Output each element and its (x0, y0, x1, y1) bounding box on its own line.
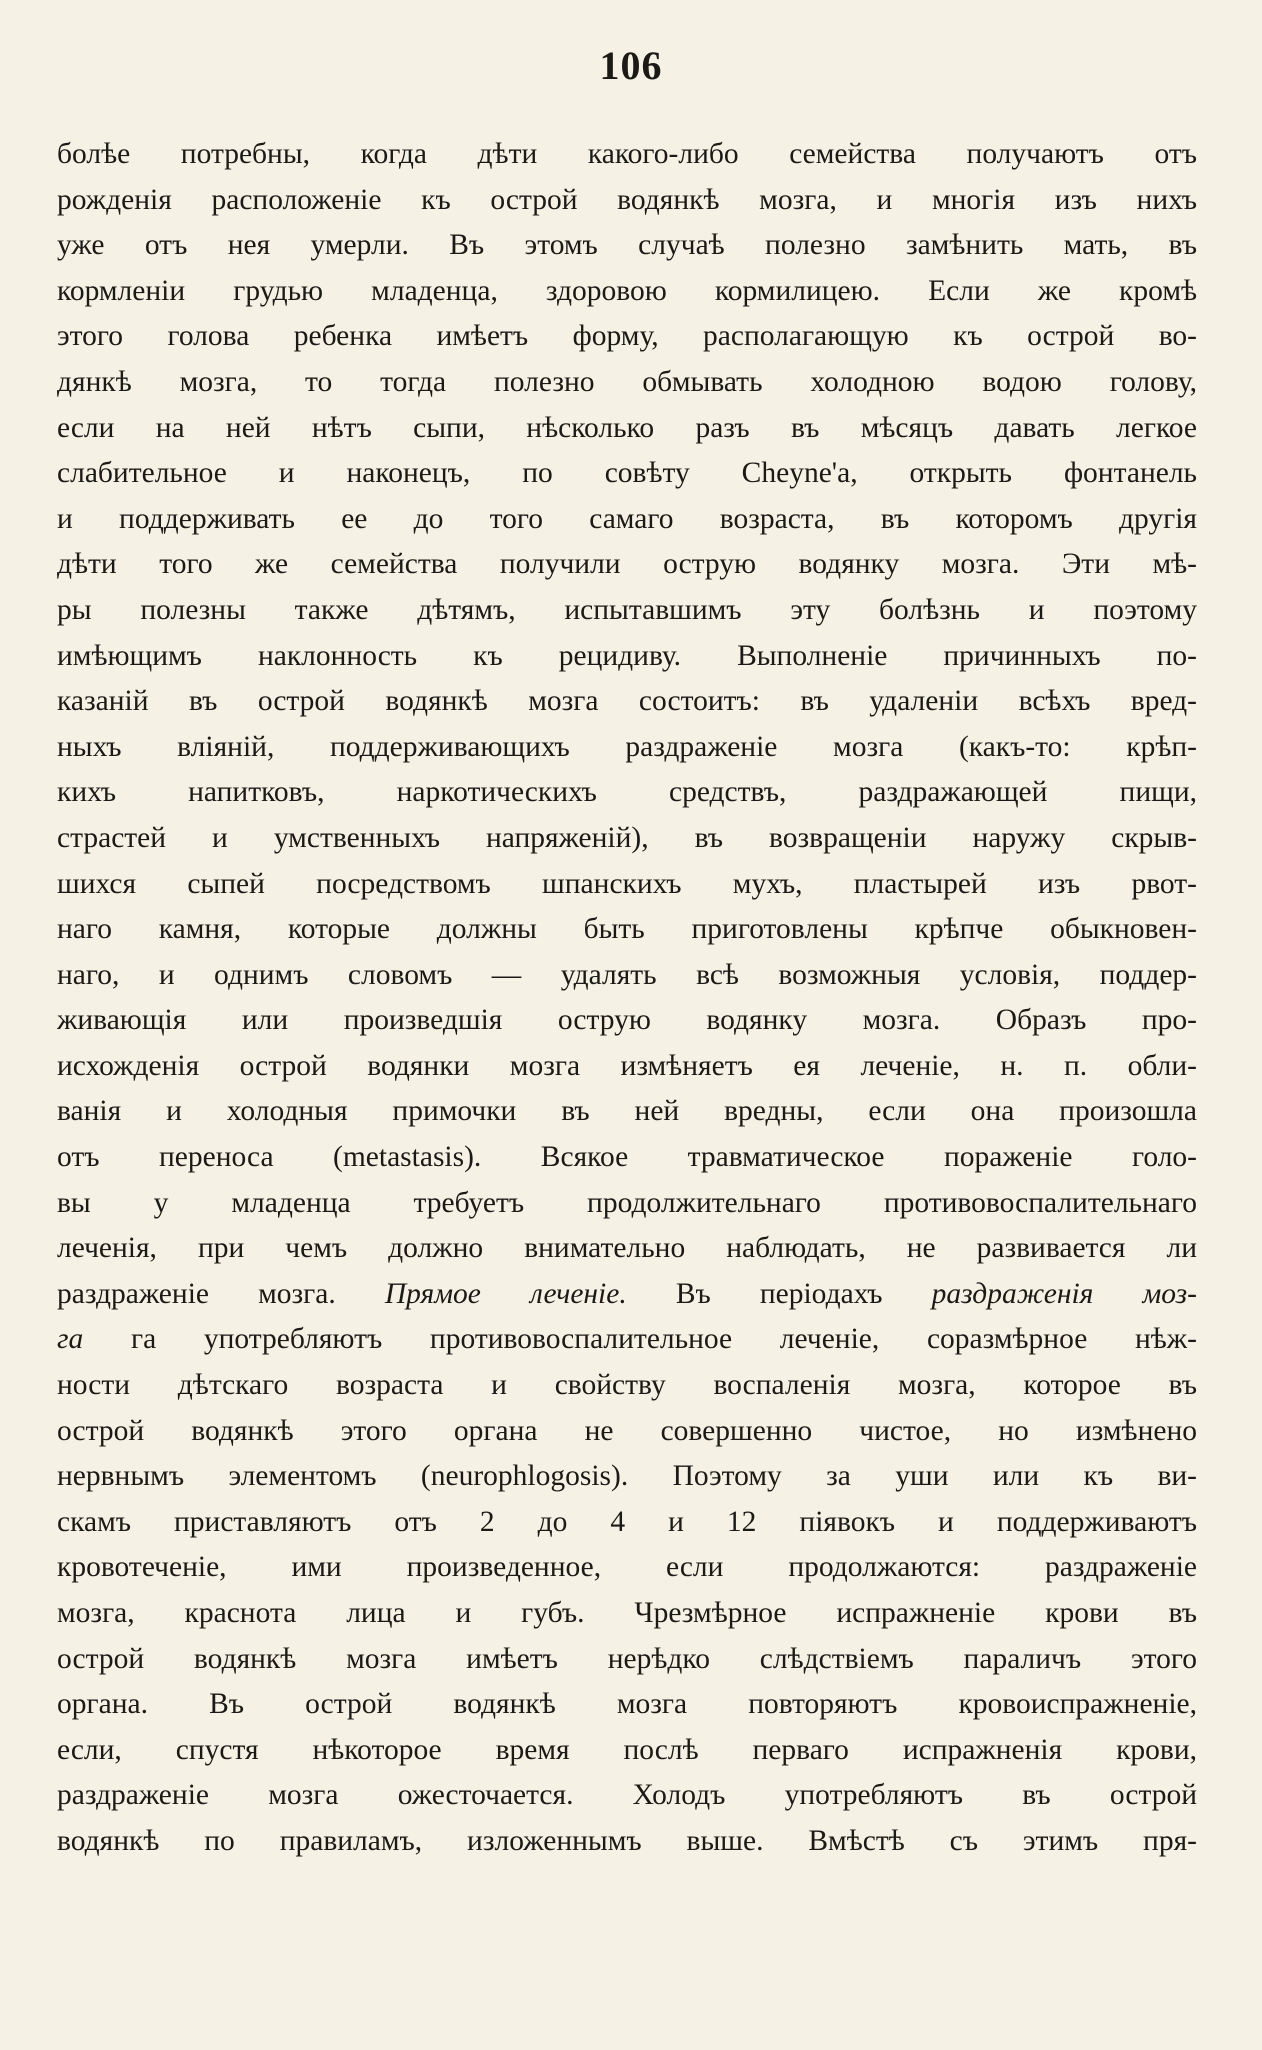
text-line: кровотеченіе, ими произведенное, если продолжаются: раздраженіе (57, 1551, 1197, 1584)
text-line: казаній въ острой водянкѣ мозга состоитъ: въ удаленіи всѣхъ вред- (57, 685, 1197, 718)
text-segment: Въ періодахъ (626, 1277, 932, 1310)
text-line: отъ переноса (metastasis). Всякое травматическое пораженіе голо- (57, 1141, 1197, 1174)
text-line: кихъ напитковъ, наркотическихъ средствъ, раздражающей пищи, (57, 776, 1197, 809)
text-line: леченія, при чемъ должно внимательно наблюдать, не развивается ли (57, 1232, 1197, 1265)
text-line: имѣющимъ наклонность къ рецидиву. Выполненіе причинныхъ по- (57, 639, 1197, 672)
text-line: острой водянкѣ этого органа не совершенно чистое, но измѣнено (57, 1414, 1197, 1447)
text-line: живающія или произведшія острую водянку мозга. Образъ про- (57, 1004, 1197, 1037)
text-line-mixed (57, 1317, 1197, 1363)
text-line: ности дѣтскаго возраста и свойству воспаленія мозга, которое въ (57, 1369, 1197, 1402)
text-line: ванія и холодныя примочки въ ней вредны, если она произошла (57, 1095, 1197, 1128)
text-line: наго, и однимъ словомъ — удалять всѣ возможныя условія, поддер- (57, 958, 1197, 991)
text-line: если, спустя нѣкоторое время послѣ перваго испражненія крови, (57, 1733, 1197, 1766)
text-line: ныхъ вліяній, поддерживающихъ раздраженіе мозга (какъ-то: крѣп- (57, 730, 1197, 763)
italic-heading: Прямое леченіе. (384, 1277, 627, 1310)
text-line: болѣе потребны, когда дѣти какого-либо семейства получаютъ отъ (57, 138, 1197, 170)
text-line: слабительное и наконецъ, по совѣту Cheyne'a, открыть фонтанель (57, 457, 1197, 490)
text-line: исхожденія острой водянки мозга измѣняетъ ея леченіе, н. п. обли- (57, 1049, 1197, 1082)
text-line: острой водянкѣ мозга имѣетъ нерѣдко слѣдствіемъ параличъ этого (57, 1642, 1197, 1675)
text-line: органа. Въ острой водянкѣ мозга повторяютъ кровоиспражненіе, (57, 1688, 1197, 1721)
text-line: шихся сыпей посредствомъ шпанскихъ мухъ, пластырей изъ рвот- (57, 867, 1197, 900)
body-text (57, 132, 1197, 1865)
text-line: наго камня, которые должны быть приготовлены крѣпче обыкновен- (57, 913, 1197, 946)
text-line: ры полезны также дѣтямъ, испытавшимъ эту болѣзнь и поэтому (57, 593, 1197, 626)
text-line: вы у младенца требуетъ продолжительнаго противовоспалительнаго (57, 1186, 1197, 1219)
text-line: скамъ приставляютъ отъ 2 до 4 и 12 піявокъ и поддерживаютъ (57, 1505, 1197, 1538)
text-line: дѣти того же семейства получили острую водянку мозга. Эти мѣ- (57, 548, 1197, 581)
text-line: нервнымъ элементомъ (neurophlogosis). Поэтому за уши или къ ви- (57, 1460, 1197, 1493)
text-line: рожденія расположеніе къ острой водянкѣ мозга, и многія изъ нихъ (57, 183, 1197, 216)
italic-term: га (57, 1323, 84, 1356)
text-line: кормленіи грудью младенца, здоровою кормилицею. Если же кромѣ (57, 274, 1197, 307)
text-line: водянкѣ по правиламъ, изложеннымъ выше. Вмѣстѣ съ этимъ пря- (57, 1824, 1197, 1857)
text-line: если на ней нѣтъ сыпи, нѣсколько разъ въ мѣсяцъ давать легкое (57, 411, 1197, 444)
text-line-mixed (57, 1272, 1197, 1318)
text-line: мозга, краснота лица и губъ. Чрезмѣрное испражненіе крови въ (57, 1597, 1197, 1629)
text-line: раздраженіе мозга ожесточается. Холодъ употребляютъ въ острой (57, 1779, 1197, 1812)
text-line: этого голова ребенка имѣетъ форму, располагающую къ острой во- (57, 320, 1197, 353)
text-line: уже отъ нея умерли. Въ этомъ случаѣ полезно замѣнить мать, въ (57, 229, 1197, 262)
text-line: страстей и умственныхъ напряженій), въ возвращеніи наружу скрыв- (57, 821, 1197, 854)
text-segment: раздраженіе мозга. (57, 1277, 385, 1310)
page-number: 106 (599, 43, 663, 88)
text-line: и поддерживать ее до того самаго возраста, въ которомъ другія (57, 502, 1197, 535)
text-line: дянкѣ мозга, то тогда полезно обмывать холодною водою голову, (57, 365, 1197, 398)
text-segment: га употребляютъ противовоспалительное леченіе, соразмѣрное нѣж- (130, 1323, 1197, 1356)
italic-term: раздраженія моз- (931, 1277, 1197, 1310)
